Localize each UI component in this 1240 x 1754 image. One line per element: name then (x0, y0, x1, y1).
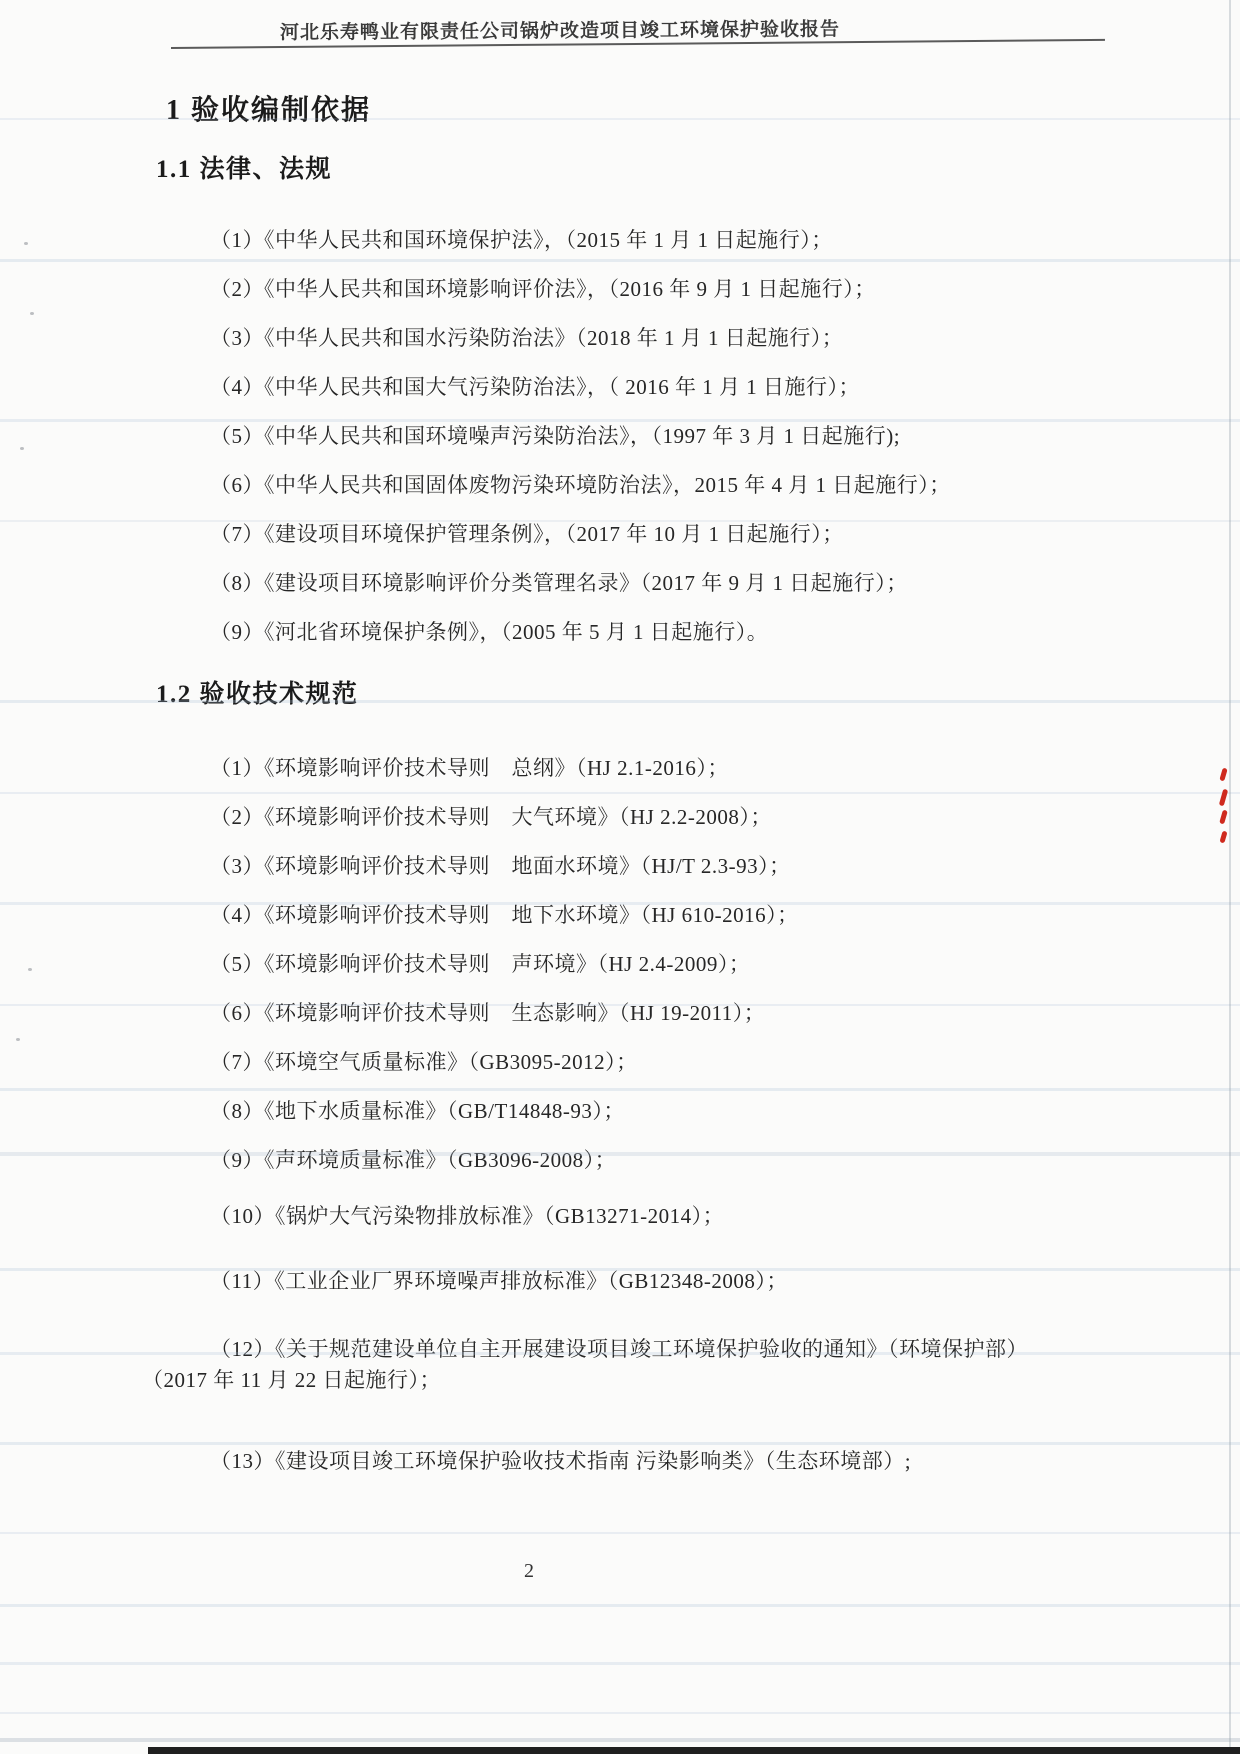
scan-streak (0, 1738, 1240, 1742)
list-item: （7）《建设项目环境保护管理条例》，（2017 年 10 月 1 日起施行）； (210, 522, 844, 546)
list-item: （3）《中华人民共和国水污染防治法》（2018 年 1 月 1 日起施行）； (210, 326, 844, 350)
red-ink-mark (1219, 810, 1228, 825)
red-ink-mark (1219, 768, 1227, 782)
scan-streak (0, 1604, 1240, 1607)
document-content (142, 0, 1028, 1495)
scan-speck (20, 447, 24, 450)
section-1-heading: 1 验收编制依据 (166, 95, 372, 126)
list-item: （10）《锅炉大气污染物排放标准》（GB13271-2014）； (210, 1204, 725, 1228)
list-item: （1）《环境影响评价技术导则 总纲》（HJ 2.1-2016）； (210, 756, 729, 780)
list-item: （4）《环境影响评价技术导则 地下水环境》（HJ 610-2016）； (210, 903, 799, 927)
list-item: （9）《声环境质量标准》（GB3096-2008）； (210, 1148, 617, 1172)
scan-streak (0, 1532, 1240, 1534)
list-item: （1）《中华人民共和国环境保护法》，（2015 年 1 月 1 日起施行）； (210, 228, 833, 252)
list-item: （12）《关于规范建设单位自主开展建设项目竣工环境保护验收的通知》（环境保护部）（2017 年 11 月 22 日起施行）； (142, 1337, 1028, 1392)
list-item: （5）《中华人民共和国环境噪声污染防治法》，（1997 年 3 月 1 日起施行); (210, 424, 901, 448)
page-edge-line (1229, 0, 1231, 1754)
list-item: （6）《环境影响评价技术导则 生态影响》（HJ 19-2011）； (210, 1001, 766, 1025)
scan-streak (0, 1712, 1240, 1714)
list-item: （4）《中华人民共和国大气污染防治法》，（ 2016 年 1 月 1 日施行）； (210, 375, 860, 399)
section-1-1-heading: 1.1 法律、法规 (156, 156, 333, 183)
page-header-title: 河北乐寿鸭业有限责任公司锅炉改造项目竣工环境保护验收报告 (279, 19, 841, 44)
list-item: （3）《环境影响评价技术导则 地面水环境》（HJ/T 2.3-93）； (210, 854, 791, 878)
scan-bottom-strip (148, 1747, 1240, 1754)
list-item: （9）《河北省环境保护条例》，（2005 年 5 月 1 日起施行）。 (210, 620, 769, 644)
scan-streak (0, 1662, 1240, 1665)
laws-list (142, 184, 1028, 666)
scan-speck (30, 312, 34, 315)
list-item: （6）《中华人民共和国固体废物污染环境防治法》，2015 年 4 月 1 日起施行）； (210, 473, 951, 497)
list-item: （11）《工业企业厂界环境噪声排放标准》（GB12348-2008）； (210, 1269, 788, 1293)
list-item: （8）《建设项目环境影响评价分类管理名录》（2017 年 9 月 1 日起施行）； (210, 571, 908, 595)
scan-speck (24, 242, 28, 245)
list-item: （13）《建设项目竣工环境保护验收技术指南 污染影响类》（生态环境部）; (210, 1449, 912, 1473)
scan-speck (28, 968, 32, 971)
red-ink-mark (1219, 831, 1227, 844)
list-item: （8）《地下水质量标准》（GB/T14848-93）； (210, 1099, 625, 1123)
list-item: （2）《中华人民共和国环境影响评价法》，（2016 年 9 月 1 日起施行）； (210, 277, 876, 301)
list-item: （7）《环境空气质量标准》（GB3095-2012）； (210, 1050, 638, 1074)
standards-list (142, 709, 1028, 1495)
list-item: （2）《环境影响评价技术导则 大气环境》（HJ 2.2-2008）； (210, 805, 772, 829)
page-number: 2 (524, 1560, 534, 1582)
section-1-2-heading: 1.2 验收技术规范 (156, 681, 359, 708)
red-ink-mark (1219, 789, 1228, 807)
scan-speck (16, 1038, 20, 1041)
list-item: （5）《环境影响评价技术导则 声环境》（HJ 2.4-2009）； (210, 952, 751, 976)
